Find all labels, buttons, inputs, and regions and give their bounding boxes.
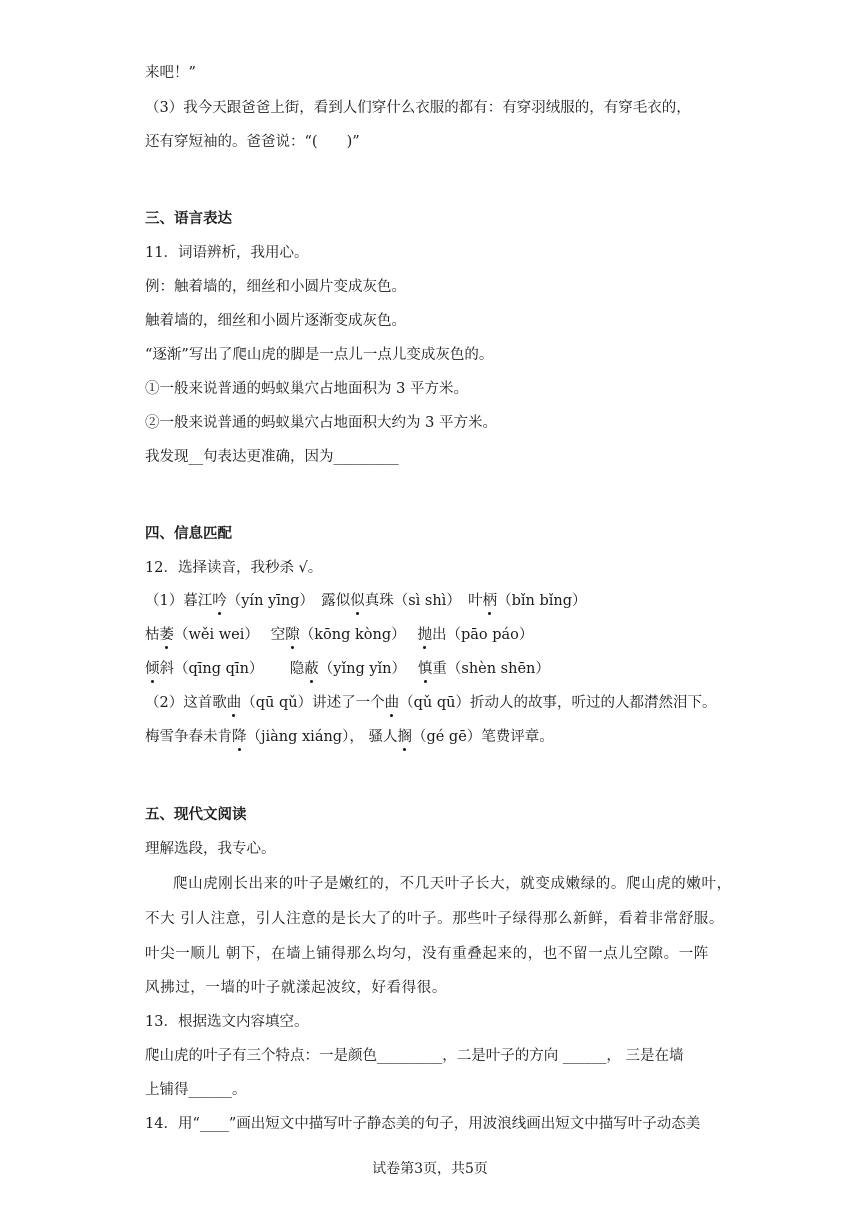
text-segment: （2）这首歌	[145, 695, 227, 711]
text-line	[145, 277, 406, 297]
dotted-character: 隙	[285, 627, 300, 643]
text-segment: 枯	[145, 627, 160, 643]
text-line	[145, 243, 308, 263]
text-segment: 13．根据选文内容填空。	[145, 1014, 309, 1030]
text-segment: 上铺得______。	[145, 1082, 247, 1098]
dotted-character: 吟	[212, 593, 227, 609]
text-segment: （3）我今天跟爸爸上街，看到人们穿什么衣服的都有：有穿羽绒服的，有穿毛衣的，	[145, 100, 691, 116]
text-line	[145, 591, 587, 611]
text-line	[145, 98, 691, 118]
text-line	[145, 132, 360, 152]
text-segment: （yín yīng） 露似	[226, 593, 351, 609]
text-line	[145, 379, 468, 399]
text-line	[145, 625, 533, 645]
text-segment: 三、语言表达	[145, 211, 232, 227]
text-line	[145, 659, 550, 679]
text-line	[145, 1114, 700, 1134]
text-segment: （jiàng xiáng）， 骚人	[246, 729, 398, 745]
section-heading	[145, 805, 247, 825]
text-segment: 不大 引人注意，引人注意的是长大了的叶子。那些叶子绿得那么新鲜，看着非常舒服。	[145, 911, 725, 927]
text-segment: 叶尖一顺儿 朝下，在墙上铺得那么均匀，没有重叠起来的，也不留一点儿空隙。一阵	[145, 946, 709, 962]
dotted-character: 曲	[384, 695, 400, 711]
text-segment: 四、信息匹配	[145, 526, 232, 542]
text-segment: 五、现代文阅读	[145, 807, 247, 823]
text-segment: 例：触着墙的，细丝和小圆片变成灰色。	[145, 279, 406, 295]
text-segment: 还有穿短袖的。爸爸说：“( )”	[145, 134, 360, 150]
text-segment: ②一般来说普通的蚂蚁巢穴占地面积大约为 3 平方米。	[145, 415, 497, 431]
dotted-character: 蔽	[304, 661, 319, 677]
text-segment: 真珠（sì shì） 叶	[364, 593, 483, 609]
text-segment: （1）暮江	[145, 593, 213, 609]
section-heading	[145, 524, 232, 544]
text-segment: 斜（qīng qīn） 隐	[159, 661, 305, 677]
text-segment: （kōng kòng）	[299, 627, 418, 643]
dotted-character: 倾	[145, 661, 160, 677]
passage-line	[145, 978, 447, 998]
text-segment: （qǔ qū）折动人的故事，听过的人都潸然泪下。	[399, 695, 717, 711]
dotted-character: 似	[350, 593, 365, 609]
text-segment: ①一般来说普通的蚂蚁巢穴占地面积为 3 平方米。	[145, 381, 468, 397]
text-line	[145, 63, 196, 83]
text-line	[145, 693, 716, 713]
text-line	[145, 447, 399, 467]
text-line	[145, 727, 554, 747]
text-segment: （bǐn bǐng）	[497, 593, 587, 609]
text-segment: （yǐng yǐn）	[318, 661, 418, 677]
text-segment: 理解选段，我专心。	[145, 841, 276, 857]
text-segment: 出（pāo páo）	[431, 627, 534, 643]
text-segment: 风拂过，一墙的叶子就漾起波纹，好看得很。	[145, 980, 447, 996]
text-segment: 梅雪争春未肯	[145, 729, 232, 745]
text-segment: 爬山虎刚长出来的叶子是嫩红的，不几天叶子长大，就变成嫩绿的。爬山虎的嫩叶，	[173, 876, 732, 892]
text-segment: （gé gē）笔费评章。	[411, 729, 554, 745]
text-line	[145, 1046, 683, 1066]
text-line	[145, 558, 322, 578]
page-footer: 试卷第3页，共5页	[372, 1161, 488, 1177]
text-segment: 我发现__句表达更准确，因为_________	[145, 449, 399, 465]
dotted-character: 柄	[482, 593, 498, 609]
section-heading	[145, 209, 232, 229]
dotted-character: 慎	[417, 661, 433, 677]
dotted-character: 搁	[397, 729, 412, 745]
text-segment: （qū qǔ）讲述了一个	[241, 695, 385, 711]
dotted-character: 曲	[226, 695, 242, 711]
text-line	[145, 1012, 308, 1032]
text-segment: 来吧！”	[145, 65, 196, 81]
passage-line	[145, 909, 724, 929]
dotted-character: 降	[232, 729, 247, 745]
text-segment: 12．选择读音，我秒杀 √。	[145, 560, 323, 576]
text-line	[145, 345, 493, 365]
text-segment: 重（shèn shēn）	[432, 661, 550, 677]
text-segment: 爬山虎的叶子有三个特点：一是颜色_________，二是叶子的方向 ______， 三是在墙	[145, 1048, 684, 1064]
passage-line	[145, 944, 709, 964]
text-line	[145, 1080, 247, 1100]
text-line	[145, 839, 276, 859]
text-segment: （wěi wei） 空	[174, 627, 286, 643]
text-segment: 14．用“____”画出短文中描写叶子静态美的句子，用波浪线画出短文中描写叶子动态美	[145, 1116, 701, 1132]
text-segment: 触着墙的，细丝和小圆片逐渐变成灰色。	[145, 313, 406, 329]
dotted-character: 抛	[417, 627, 432, 643]
passage-line	[173, 874, 732, 894]
text-segment: “逐渐”写出了爬山虎的脚是一点儿一点儿变成灰色的。	[145, 347, 494, 363]
text-segment: 11．词语辨析，我用心。	[145, 245, 309, 261]
text-line	[145, 311, 406, 331]
text-line	[145, 413, 497, 433]
dotted-character: 萎	[159, 627, 174, 643]
